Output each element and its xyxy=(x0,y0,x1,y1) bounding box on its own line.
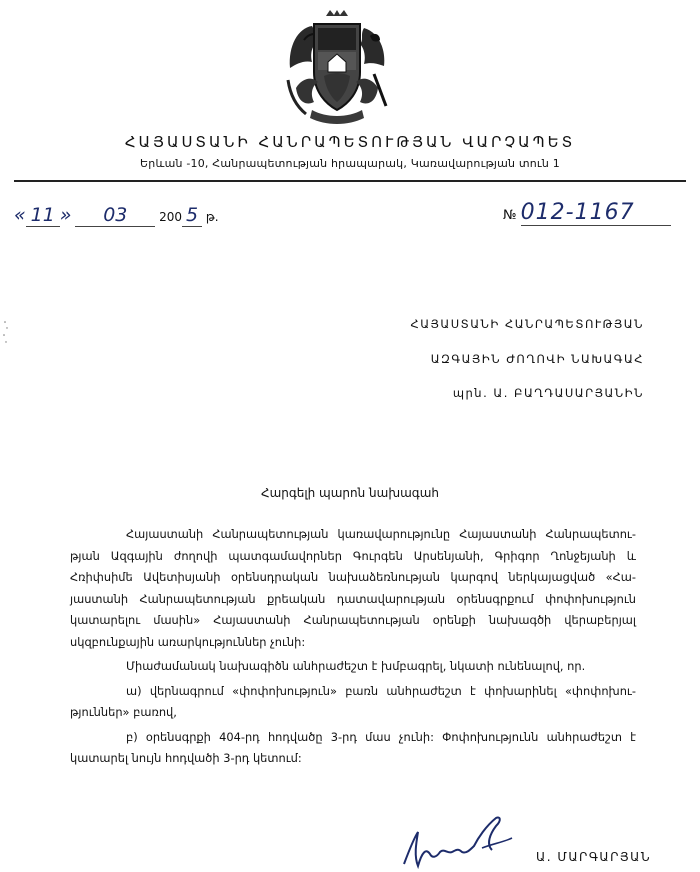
date-year-prefix: 200 xyxy=(159,210,183,224)
body-paragraph-1: Հայաստանի Հանրապետության կառավարությունը Հայաստանի Հանրապետու-թյան Ազգային ժողովի պատգամավորներ Գուրգեն Արսենյանի, Գրիգոր Ղոնջեյանի և Հռիփսիմե Ավետիսյանի օրենսդրական նախաձեռնության կարգով ներկայացված «Հա-յաստանի Հանրապետության քրեական դատավարության օրենսգրքում փոփոխություն կատարելու մասին» Հայաստանի Հանրապետության օրենքի նախագծի վերաբերյալ սկզբունքային առարկություններ չունի: xyxy=(70,527,636,649)
date-year-digit: 5 xyxy=(185,204,199,226)
body-paragraph-3: ա) վերնագրում «փոփոխություն» բառն անհրաժեշտ է փոխարինել «փոփոխու-թյուններ» բառով, xyxy=(70,683,636,719)
scan-speckles xyxy=(2,318,10,348)
reference-number: 012-1167 xyxy=(520,200,635,225)
date-year-field xyxy=(182,204,202,227)
signer-name: Ա. ՄԱՐԳԱՐՅԱՆ xyxy=(536,850,652,864)
date-month-field xyxy=(75,204,155,227)
date-quote-open: « xyxy=(14,204,26,226)
handwritten-signature-icon xyxy=(396,808,516,872)
letter-body xyxy=(70,524,636,770)
salutation: Հարգելի պարոն նախագահ xyxy=(260,486,439,500)
addressee-line-1: ՀԱՅԱՍՏԱՆԻ ՀԱՆՐԱՊԵՏՈՒԹՅԱՆ xyxy=(410,317,644,331)
armenian-coat-of-arms-icon xyxy=(282,10,392,128)
date-month: 03 xyxy=(103,204,128,226)
body-paragraph-4: բ) օրենսգրքի 404-րդ հոդվածը 3-րդ մաս չունի: Փոփոխությունն անհրաժեշտ է կատարել նույն հոդվածի 3-րդ կետում: xyxy=(70,729,636,765)
date-day: 11 xyxy=(30,204,55,226)
date-year-suffix: թ. xyxy=(205,210,219,224)
addressee-line-2: ԱԶԳԱՅԻՆ ԺՈՂՈՎԻ ՆԱԽԱԳԱՀ xyxy=(430,352,644,366)
addressee-line-3: պրն. Ա. ԲԱՂԴԱՍԱՐՅԱՆԻՆ xyxy=(452,386,644,400)
header-divider xyxy=(14,180,686,182)
date-day-field xyxy=(26,204,60,227)
number-field xyxy=(521,200,671,226)
date-line xyxy=(14,204,219,227)
number-label: № xyxy=(503,208,517,223)
reference-number-line xyxy=(503,200,671,226)
body-paragraph-2: Միաժամանակ նախագիծն անհրաժեշտ է խմբագրել, նկատի ունենալով, որ. xyxy=(126,659,586,673)
organization-title: ՀԱՅԱՍՏԱՆԻ ՀԱՆՐԱՊԵՏՈՒԹՅԱՆ ՎԱՐՉԱՊԵՏ xyxy=(124,133,576,151)
organization-address: Երևան -10, Հանրապետության հրապարակ, Կառավարության տուն 1 xyxy=(140,157,560,170)
date-quote-close: » xyxy=(59,204,72,226)
